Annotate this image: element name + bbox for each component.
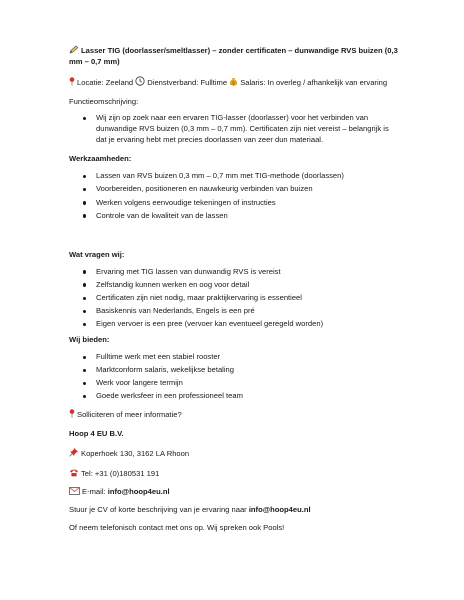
telephone-icon: [69, 468, 79, 477]
money-bag-icon: [229, 76, 238, 86]
svg-text:$: $: [232, 79, 236, 85]
description-heading: Functieomschrijving:: [69, 97, 139, 107]
cv-instruction: Stuur je CV of korte beschrijving van je ervaring naar info@hoop4eu.nl: [69, 505, 311, 515]
red-pin-icon: [69, 409, 75, 418]
list-item: Werken volgens eenvoudige tekeningen of instructies: [69, 198, 399, 209]
job-posting: [69, 45, 399, 534]
list-item: Basiskennis van Nederlands, Engels is een pré: [69, 306, 399, 317]
list-item: Controle van de kwaliteit van de lassen: [69, 211, 399, 222]
envelope-icon: [69, 487, 80, 495]
cv-email-link[interactable]: info@hoop4eu.nl: [248, 505, 311, 515]
list-item: Marktconform salaris, wekelijkse betaling: [69, 365, 399, 376]
list-item: Lassen van RVS buizen 0,3 mm – 0,7 mm met TIG-methode (doorlassen): [69, 171, 399, 182]
tasks-list: [69, 171, 399, 221]
tasks-heading: Werkzaamheden:: [69, 154, 132, 164]
email-line: E-mail: info@hoop4eu.nl: [69, 487, 399, 498]
pushpin-icon: [69, 447, 79, 457]
list-item: Werk voor langere termijn: [69, 378, 399, 389]
list-item: Fulltime werk met een stabiel rooster: [69, 352, 399, 363]
location-text: Locatie: Zeeland: [77, 77, 134, 87]
offer-heading: Wij bieden:: [69, 335, 110, 345]
salary-text: Salaris: In overleg / afhankelijk van ervaring: [240, 77, 388, 87]
employment-text: Dienstverband: Fulltime: [147, 77, 228, 87]
closing-text: Of neem telefonisch contact met ons op. Wij spreken ook Pools!: [69, 523, 285, 533]
address-line: Koperhoek 130, 3162 LA Rhoon: [69, 447, 399, 460]
list-item: Certificaten zijn niet nodig, maar praktijkervaring is essentieel: [69, 293, 399, 304]
phone-line: Tel: +31 (0)180531 191: [69, 468, 399, 480]
job-meta: [69, 76, 399, 89]
job-title: Lasser TIG (doorlasser/smeltlasser) – zonder certificaten – dunwandige RVS buizen (0,3 mm – 0,7 mm): [69, 46, 398, 66]
company-name: Hoop 4 EU B.V.: [69, 429, 124, 439]
red-pin-icon: [69, 77, 75, 86]
requirements-heading: Wat vragen wij:: [69, 249, 125, 259]
requirements-list: [69, 267, 399, 330]
description-list: [69, 113, 399, 145]
blank-line: [69, 224, 399, 241]
offer-list: [69, 352, 399, 402]
list-item: Zelfstandig kunnen werken en oog voor detail: [69, 280, 399, 291]
email-link[interactable]: info@hoop4eu.nl: [107, 486, 170, 496]
contact-question: Solliciteren of meer informatie?: [69, 409, 399, 421]
list-item: Goede werksfeer in een professioneel team: [69, 391, 399, 402]
list-item: Voorbereiden, positioneren en nauwkeurig verbinden van buizen: [69, 184, 399, 195]
list-item: Wij zijn op zoek naar een ervaren TIG-lasser (doorlasser) voor het verbinden van dunwandige RVS buizen (0,3 mm – 0,7 mm). Certificaten zijn niet vereist – belangrijk is dat je ervaring hebt met precies doorlassen van zeer dun materiaal.: [69, 113, 399, 145]
clock-icon: [135, 76, 145, 86]
list-item: Ervaring met TIG lassen van dunwandig RVS is vereist: [69, 267, 399, 278]
pencil-icon: [69, 45, 79, 54]
list-item: Eigen vervoer is een pree (vervoer kan eventueel geregeld worden): [69, 319, 399, 330]
